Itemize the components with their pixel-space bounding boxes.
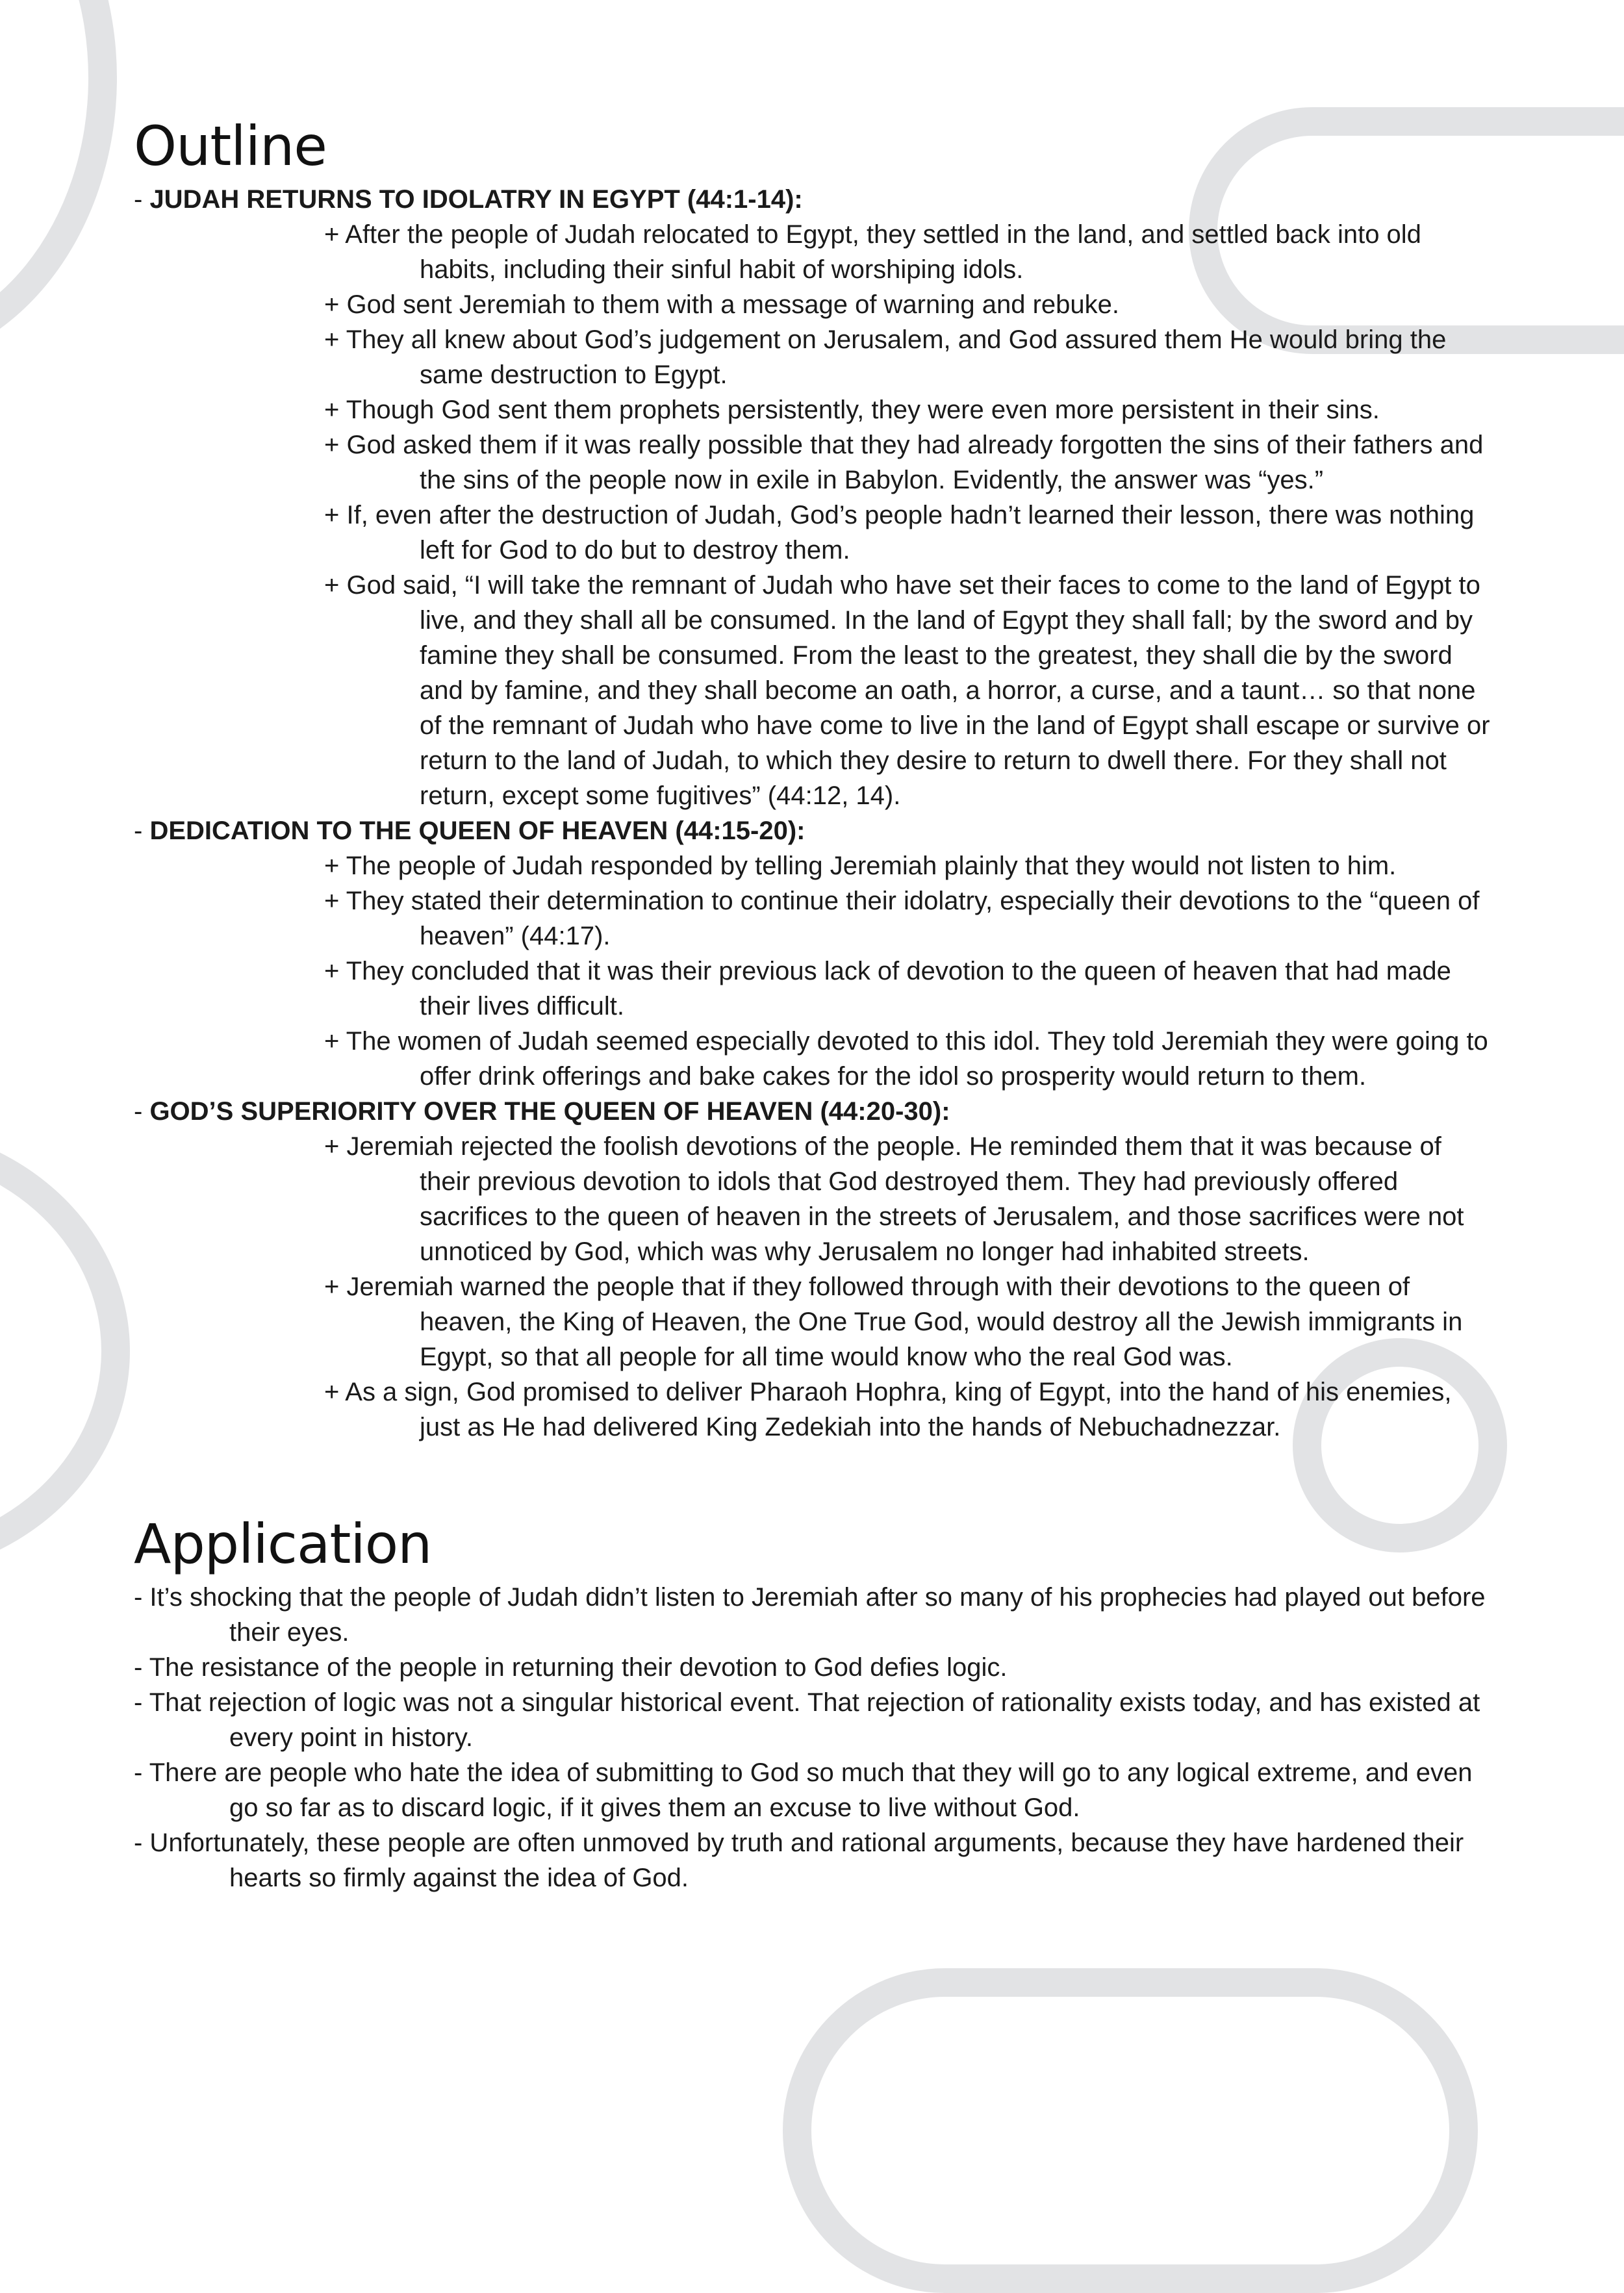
outline-bullet: + As a sign, God promised to deliver Pharaoh Hophra, king of Egypt, into the hand of his enemies, just as He had delivered King Zedekiah into the hands of Nebuchadnezzar.	[324, 1378, 1452, 1441]
outline-bullet: + If, even after the destruction of Judah, God’s people hadn’t learned their lesson, there was nothing left for God to do but to destroy them.	[324, 501, 1475, 564]
page-content	[134, 110, 1498, 1895]
outline-bullet: + God sent Jeremiah to them with a message of warning and rebuke.	[324, 290, 1120, 319]
section-title: GOD’S SUPERIORITY OVER THE QUEEN OF HEAVEN (44:20-30):	[149, 1097, 950, 1126]
section-dash: -	[134, 817, 150, 845]
outline-bullet: + Though God sent them prophets persistently, they were even more persistent in their sins.	[324, 396, 1380, 424]
application-item: - That rejection of logic was not a singular historical event. That rejection of rationality exists today, and has existed at every point in history.	[134, 1688, 1480, 1752]
outline-section-queen-of-heaven	[134, 813, 1498, 1094]
section-heading	[134, 813, 1498, 848]
outline-bullet: + They all knew about God’s judgement on Jerusalem, and God assured them He would bring the same destruction to Egypt.	[324, 325, 1447, 389]
application-item: - There are people who hate the idea of submitting to God so much that they will go to any logical extreme, and even go so far as to discard logic, if it gives them an excuse to live without God.	[134, 1758, 1473, 1822]
section-title: DEDICATION TO THE QUEEN OF HEAVEN (44:15-20):	[149, 817, 806, 845]
outline-heading: Outline	[134, 114, 327, 178]
section-heading	[134, 182, 1498, 217]
section-dash: -	[134, 185, 150, 214]
decorative-pill-bottom	[783, 1968, 1478, 2293]
outline-bullet: + Jeremiah rejected the foolish devotions of the people. He reminded them that it was because of their previous devotion to idols that God destroyed them. They had previously offered sacrifices to the queen of heaven in the streets of Jerusalem, and those sacrifices were not unnoticed by God, which was why Jerusalem no longer had inhabited streets.	[324, 1132, 1464, 1266]
outline-bullet: + After the people of Judah relocated to Egypt, they settled in the land, and settled back into old habits, including their sinful habit of worshiping idols.	[324, 220, 1421, 284]
application-item: - Unfortunately, these people are often unmoved by truth and rational arguments, because they have hardened their hearts so firmly against the idea of God.	[134, 1829, 1464, 1892]
application-heading: Application	[134, 1512, 432, 1576]
section-title: JUDAH RETURNS TO IDOLATRY IN EGYPT (44:1-14):	[149, 185, 803, 214]
outline-bullet: + God said, “I will take the remnant of Judah who have set their faces to come to the land of Egypt to live, and they shall all be consumed. In the land of Egypt they shall fall; by the sword and by famine they shall be consumed. From the least to the greatest, they shall die by the sword and by famine, and they shall become an oath, a horror, a curse, and a taunt… so that none of the remnant of Judah who have come to live in the land of Egypt shall escape or survive or return to the land of Judah, to which they desire to return to dwell there. For they shall not return, except some fugitives” (44:12, 14).	[324, 571, 1490, 810]
outline-section-idolatry-in-egypt	[134, 182, 1498, 813]
outline-bullet: + They stated their determination to continue their idolatry, especially their devotions to the “queen of heaven” (44:17).	[324, 887, 1480, 950]
outline-section-gods-superiority	[134, 1094, 1498, 1445]
outline-bullet: + Jeremiah warned the people that if they followed through with their devotions to the queen of heaven, the King of Heaven, the One True God, would destroy all the Jewish immigrants in Egypt, so that all people for all time would know who the real God was.	[324, 1273, 1463, 1371]
application-list	[134, 1580, 1498, 1895]
application-item: - It’s shocking that the people of Judah didn’t listen to Jeremiah after so many of his prophecies had played out before their eyes.	[134, 1583, 1486, 1647]
section-dash: -	[134, 1097, 150, 1126]
outline-bullet: + The people of Judah responded by telling Jeremiah plainly that they would not listen to him.	[324, 852, 1397, 880]
decorative-ring-top-left	[0, 0, 117, 370]
decorative-ring-middle-left	[0, 1124, 130, 1578]
application-item: - The resistance of the people in returning their devotion to God defies logic.	[134, 1653, 1008, 1682]
outline-bullet: + They concluded that it was their previous lack of devotion to the queen of heaven that had made their lives difficult.	[324, 957, 1451, 1020]
section-heading	[134, 1094, 1498, 1129]
outline-bullet: + God asked them if it was really possible that they had already forgotten the sins of their fathers and the sins of the people now in exile in Babylon. Evidently, the answer was “yes.”	[324, 431, 1484, 494]
outline-bullet: + The women of Judah seemed especially devoted to this idol. They told Jeremiah they were going to offer drink offerings and bake cakes for the idol so prosperity would return to them.	[324, 1027, 1488, 1091]
